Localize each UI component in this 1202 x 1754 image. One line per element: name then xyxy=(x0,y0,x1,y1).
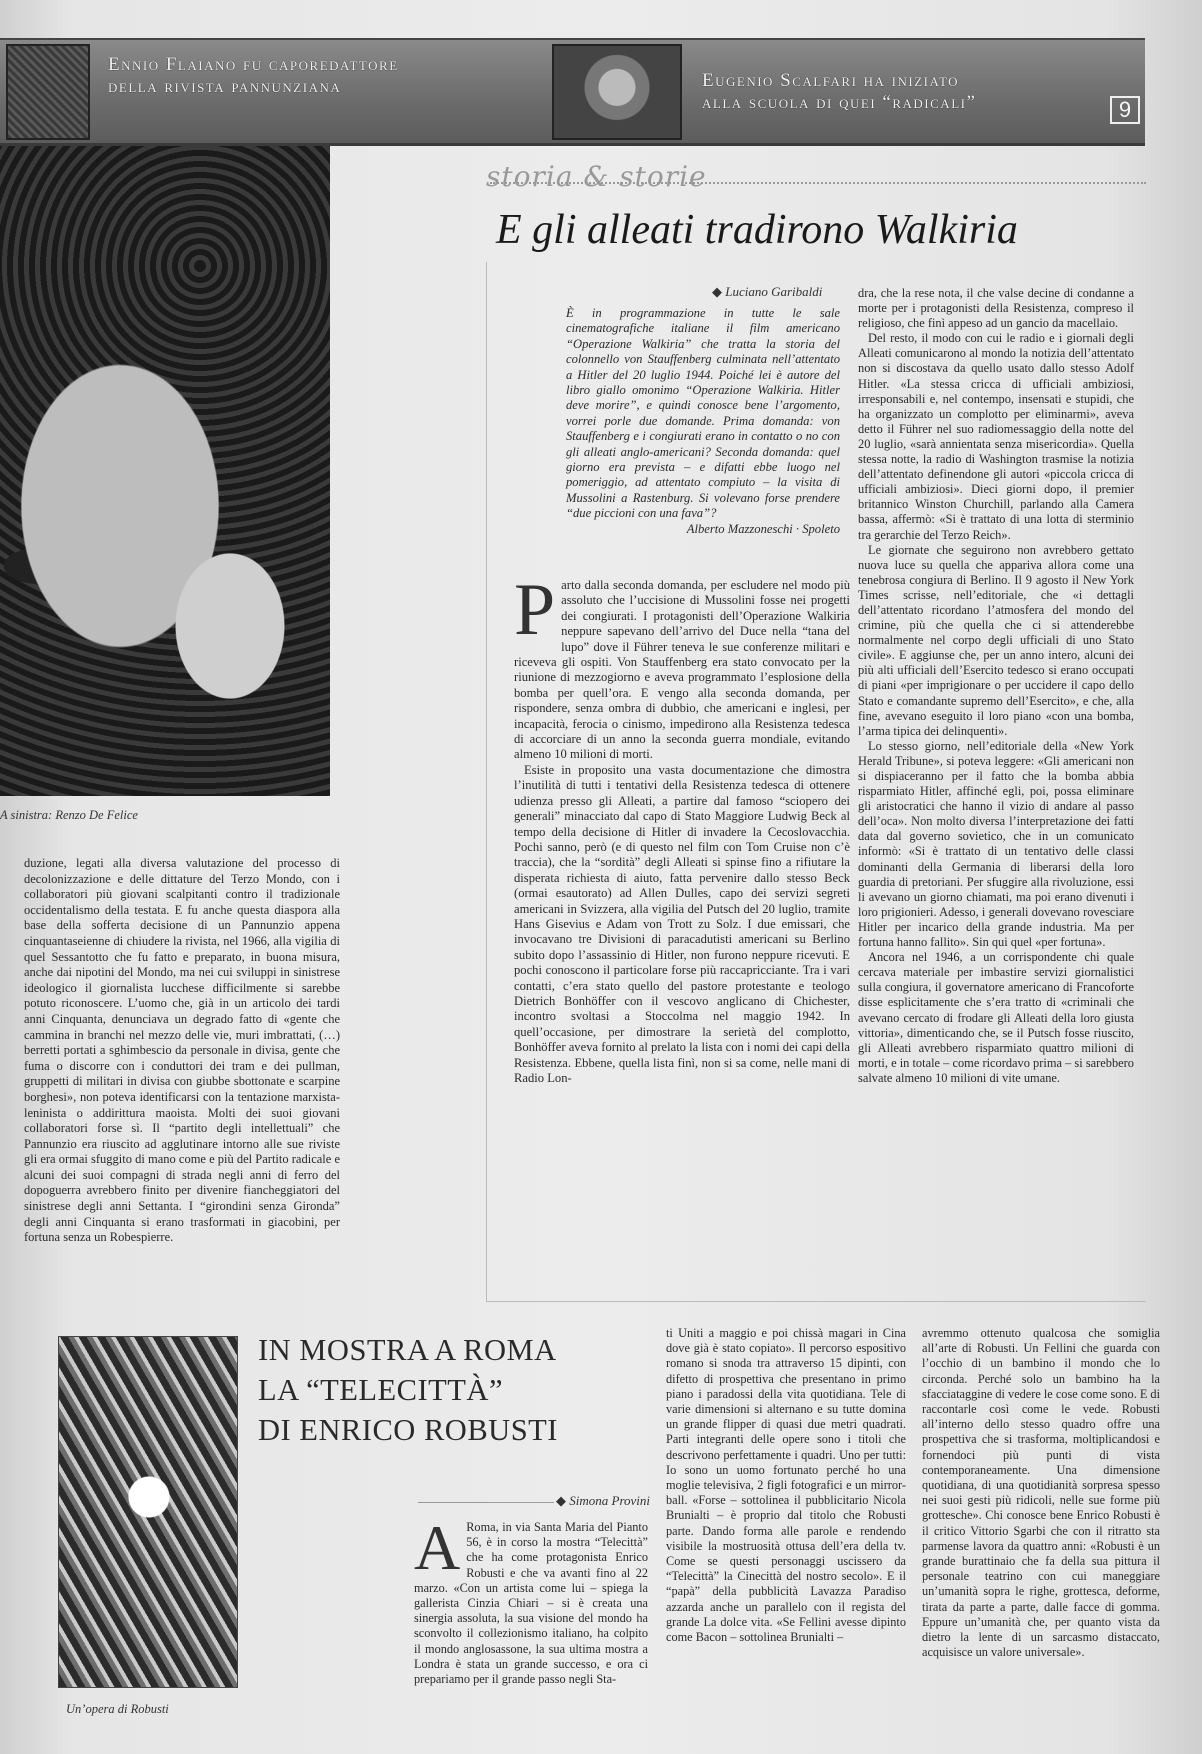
left-column-text xyxy=(24,856,340,1246)
byline-marker: ◆ xyxy=(712,284,726,299)
flaiano-photo xyxy=(6,44,90,140)
header-left-title xyxy=(108,54,488,98)
header-right-line-1: Eugenio Scalfari ha iniziato xyxy=(702,70,960,91)
lead-signature: Alberto Mazzoneschi · Spoleto xyxy=(686,521,840,536)
byline-marker: ◆ xyxy=(556,1493,570,1508)
col3-paragraph-5: Ancora nel 1946, a un corrispondente chi quale cercava materiale per imbastire servizi giornalistici sulla congiura, il governatore americano di Francoforte disse esplicitamente che s’era tratto di «criminali che avevano cercato di frodare gli Alleati della loro giusta vittoria», dimenticando che, se il Putsch fosse riuscito, gli Alleati avrebbero risparmiato quattro milioni di morti, e in totale – come ricordavo prima – si sarebbero salvate almeno 10 milioni di vite umane. xyxy=(858,950,1134,1085)
bottom-column-2 xyxy=(666,1326,906,1645)
kicker-rule xyxy=(490,182,1146,184)
col3-paragraph-2: Del resto, il modo con cui le radio e i giornali degli Alleati comunicarono al mondo la notizia dell’attentato non si discostava da quello usato dallo stesso Adolf Hitler. «La stessa cricca di ufficiali ambiziosi, irresponsabili e, nel contempo, insensati e stupidi, che ha organizzato un complotto per eliminarmi», aveva detto il Führer nel suo radiomessaggio della notte del 20 luglio, «sarà annientata senza misericordia». Quella stessa notte, la radio di Washington trasmise la notizia dell’attentato definendone gli autori «piccola cricca di ufficiali ambiziosi». Dieci giorni dopo, il premier britannico Winston Churchill, parlando alla Camera bassa, affermò: «Si è trattato di una lotta di sterminio tra gerarchie del Terzo Reich». xyxy=(858,331,1134,542)
article-lead xyxy=(566,306,840,537)
bottom-col3-text: avremmo ottenuto qualcosa che somiglia all’arte di Robusti. Un Fellini che guarda con l’occhio di un bambino il mondo che lo circonda. Perché solo un bambino ha la sfacciataggine di vedere le cose come sono. E di raccontarle così come le vede. Robusti all’interno dello stesso quadro offre una prospettiva che si trasforma, moltiplicandosi e fornendoci più punti di vista contemporaneamente. Una dimensione quotidiana, di una quotidianità sorpresa spesso nei suoi gesti più ridicoli, nelle sue forme più grottesche». Chi conosce bene Enrico Robusti è il critico Vittorio Sgarbi che con il ritratto sta parmense lavora da quattro anni: «Robusti è un grande burattinaio che fa della sua pittura il personale teatrino con cui maneggiare un’umanità sopra le righe, grottesca, deforme, tirata da parte a parte, dalle facce di gomma. Eppure un’umanità che, per quanto vista da dietro la lente di un sarcasmo distaccato, acquisisce un valore universale». xyxy=(922,1326,1160,1660)
bottom-col1-text: Roma, in via Santa Maria del Pianto 56, è in corso la mostra “Telecittà” che ha come protagonista Enrico Robusti e che va avanti fino al 22 marzo. «Con un artista come lui – spiega la gallerista Cinzia Chiari – si è creata una sinergia assoluta, la sua visione del mondo ha sconvolto il collezionismo italiano, ha colpito il mondo anglosassone, la sua ultima mostra a Londra è stata un grande successo, e ora ci prepariamo per il grande passo negli Sta- xyxy=(414,1520,648,1687)
header-right-title xyxy=(702,70,1082,114)
bottom-column-1 xyxy=(414,1512,648,1687)
bottom-col2-text: ti Uniti a maggio e poi chissà magari in Cina dove già è stato copiato». Il percorso espositivo romano si snoda tra attraverso 15 dipinti, con difetto di prospettiva che presentano in primo piano i paradossi della vita quotidiana. Tele di varie dimensioni si alternano e su tutte domina un grande flipper di quasi due metri quadrati. Parti integranti delle opere sono i titoli che descrivono perfettamente i quadri. Uno per tutti: Io sono un uomo fortunato perché ho una moglie televisiva, 2 figli fotografici e un mirror-ball. «Forse – sottolinea il pubblicitario Nicola Brunialti – è proprio dal titolo che Robusti parte. Dando forma alle parole e rendendo visibile la mostruosità ottusa dell’era della tv. Come se questi personaggi uscissero da “Telecittà” la Cinecittà del nostro secolo». E il “papà” della pubblicità Lavazza Paradiso azzarda anche un parallelo con il regista del grande La dolce vita. «Se Fellini avesse dipinto come Bacon – sottolinea Brunialti – xyxy=(666,1326,906,1645)
bottom-byline xyxy=(556,1493,650,1509)
header-right-line-2: alla scuola di quei “radicali” xyxy=(702,92,977,113)
photo-caption: A sinistra: Renzo De Felice xyxy=(0,808,138,822)
col3-paragraph-4: Lo stesso giorno, nell’editoriale della «New York Herald Tribune», si poteva leggere: «Gli americani non si dispiaceranno per il fatto che la bomba abbia risparmiato Hitler, affinché egli, poi, possa eliminare gli aristocratici che hanno il vizio di andare al passo dell’oca». Non molto diversa l’interpretazione dei fatti data dal governo sovietico, che in un comunicato informò: «Si è trattato di un tentativo delle classi dominanti della Germania di liberarsi della loro guardia di pretoriani. Per sfuggire alla rivoluzione, essi li avevano un giorno chiamati, ma poi erano divenuti i loro prigionieri. Adesso, i generali dovevano rovesciare Hitler per incarico della grande industria. Ma per fortuna hanno fallito». Sin qui quel «per fortuna». xyxy=(858,738,1134,950)
image-caption: Un’opera di Robusti xyxy=(66,1702,169,1716)
left-column-paragraph: duzione, legati alla diversa valutazione del processo di decolonizzazione e delle dittature del Terzo Mondo, con i collaboratori più giovani scalpitanti contro il tradizionale occidentalismo della testata. E fu anche questa diaspora alla base della sofferta decisione di un Pannunzio appena cinquantaseienne di chiudere la rivista, nel 1966, alla vigilia di quel Sessantotto che fu fatto e preparato, in buona misura, anche dai nipotini del Mondo, ma nei cui sviluppi in sinistrese ideologico il giornalista lucchese difficilmente si sarebbe potuto riconoscere. L’uomo che, già in un articolo dei tardi anni Cinquanta, denunciava un degrado fatto di «gente che cammina in branchi nel mezzo delle vie, muri imbrattati, (…) berretti portati a sghimbescio da personale in divisa, gente che fuma o discorre con i conduttori dei tram e dei pullman, gruppetti di militari in divisa con giubbe sbottonate e scarpine borghesi», non poteva identificarsi con la tentazione marxista-leninista o addirittura maoista. Molti dei suoi giovani collaboratori forse sì. Il “partito degli intellettuali” che Pannunzio era riuscito ad agglutinare intorno alle sue riviste gli era ormai sfuggito di mano come e più del Partito radicale e alcuni dei suoi compagni di strada negli anni di ferro del dopoguerra avrebbero finito per divenire fiancheggiatori del sinistrese degli anni Settanta. I “girondini senza Gironda” degli anni Cinquanta si erano trasformati in giacobini, per fortuna senza un Robespierre. xyxy=(24,856,340,1245)
headline-line-3: DI ENRICO ROBUSTI xyxy=(258,1413,558,1447)
page-number: 9 xyxy=(1110,96,1140,124)
renzo-de-felice-photo xyxy=(0,146,330,796)
byline-author: Luciano Garibaldi xyxy=(725,284,823,299)
article-column-2 xyxy=(514,569,850,1086)
article-byline xyxy=(712,284,822,300)
col2-paragraph-1: arto dalla seconda domanda, per escludere nel modo più assoluto che l’uccisione di Mussolini fosse nei progetti dei congiurati. I protagonisti dell’Operazione Walkiria neppure sapevano dell’arrivo del Duce nella “tana del lupo” dove il Führer teneva le sue conferenze militari e riceveva gli ospiti. Von Stauffenberg era stato convocato per la riunione di mezzogiorno e aveva programmato l’esplosione della bomba per quell’ora. E vengo alla seconda domanda, per rispondere, senza ombra di dubbio, che americani e inglesi, per incapacità, ferocia o cinismo, impedirono alla Resistenza tedesca di accorciare di un anno la seconda guerra mondiale, evitando almeno 10 milioni di morti. xyxy=(514,578,850,762)
headline-line-1: IN MOSTRA A ROMA xyxy=(258,1333,557,1367)
scalfari-photo xyxy=(552,44,682,140)
header-left-line-1: Ennio Flaiano fu caporedattore xyxy=(108,54,399,75)
article-column-3 xyxy=(858,286,1134,1086)
article-headline: E gli alleati tradirono Walkiria xyxy=(496,207,1018,253)
dropcap-p: P xyxy=(514,569,556,651)
bottom-headline xyxy=(258,1330,558,1450)
lead-text: È in programmazione in tutte le sale cinematografiche italiane il film americano “Operazione Walkiria” che tratta la storia del colonnello von Stauffenberg culminata nell’attentato a Hitler del 20 luglio 1944. Poiché lei è autore del libro giallo omonimo “Operazione Walkiria. Hitler deve morire”, e quindi conosce bene l’argomento, vorrei porle due domande. Prima domanda: von Stauffenberg e i congiurati erano in contatto o no con gli alleati anglo-americani? Seconda domanda: quel giorno era prevista – e difatti ebbe luogo nel pomeriggio, ad attentato compiuto – la visita di Mussolini a Rastenburg. Si volevano forse prendere “due piccioni con una fava”? xyxy=(566,306,840,521)
robusti-painting xyxy=(58,1336,238,1688)
col3-paragraph-3: Le giornate che seguirono non avrebbero gettato nuova luce su quella che appariva allora come una tenebrosa congiura di Berlino. Il 9 agosto il New York Times scrisse, nell’editoriale, che «i dettagli dell’attentato ricordano l’atmosfera del mondo del crimine, più che quella che ci si attenderebbe normalmente nel corpo degli ufficiali di uno Stato civile». E aggiunse che, per un anno intero, alcuni dei più alti ufficiali dell’Esercito tedesco si erano occupati di piani «per imprigionare o per uccidere il capo dello Stato e comandante supremo dell’Esercito», e che, alla fine, avevano eseguito il loro piano «con una bomba, l’arma tipica dei delinquenti». xyxy=(858,542,1134,738)
section-kicker: storia & storie xyxy=(486,160,707,193)
bottom-column-3 xyxy=(922,1326,1160,1660)
header-left-line-2: della rivista pannunziana xyxy=(108,76,342,97)
headline-line-2: LA “TELECITTÀ” xyxy=(258,1373,503,1407)
dropcap-a: A xyxy=(414,1512,461,1583)
col3-paragraph-1: dra, che la rese nota, il che valse decine di condanne a morte per i protagonisti della Resistenza, compreso il religioso, che finì appeso ad un gancio da macellaio. xyxy=(858,286,1134,331)
bottom-byline-author: Simona Provini xyxy=(569,1493,651,1508)
col2-paragraph-2: Esiste in proposito una vasta documentazione che dimostra l’inutilità di tutti i tentativi della Resistenza tedesca di ottenere udienza presso gli Alleati, a partire dal famoso “sciopero dei generali” minacciato dal capo di Stato Maggiore Ludwig Beck al tempo della decisione di Hitler di invadere la Cecoslovacchia. Pochi sanno, però (e di questo nel film con Tom Cruise non c’è traccia), che la “sordità” degli Alleati si spinse fino a rifiutare la disperata richiesta di aiuto, fatta pervenire dallo stesso Beck (ormai esautorato) ad Allen Dulles, capo dei servizi segreti americani in Svizzera, alla vigilia del Putsch del 20 luglio, tramite Hans Gisevius e Adam von Trott zu Solz. I due emissari, che invocavano tre Divisioni di paracadutisti americani su Berlino subito dopo l’assassinio di Hitler, non furono neppure ricevuti. E pochi conoscono il particolare forse più raccapricciante. Tra i vari contatti, c’era stato quello del pastore protestante e teologo Dietrich Bonhöffer con il vescovo anglicano di Chichester, incontro svoltasi a Stoccolma nel maggio 1942. In quell’occasione, per dimostrare la serietà del complotto, Bonhöffer aveva fornito al prelato la lista con i nomi dei capi della Resistenza. Ebbene, quella lista finì, non si sa come, nelle mani di Radio Lon- xyxy=(514,762,850,1085)
header-band xyxy=(0,38,1145,146)
byline-rule xyxy=(418,1502,554,1503)
